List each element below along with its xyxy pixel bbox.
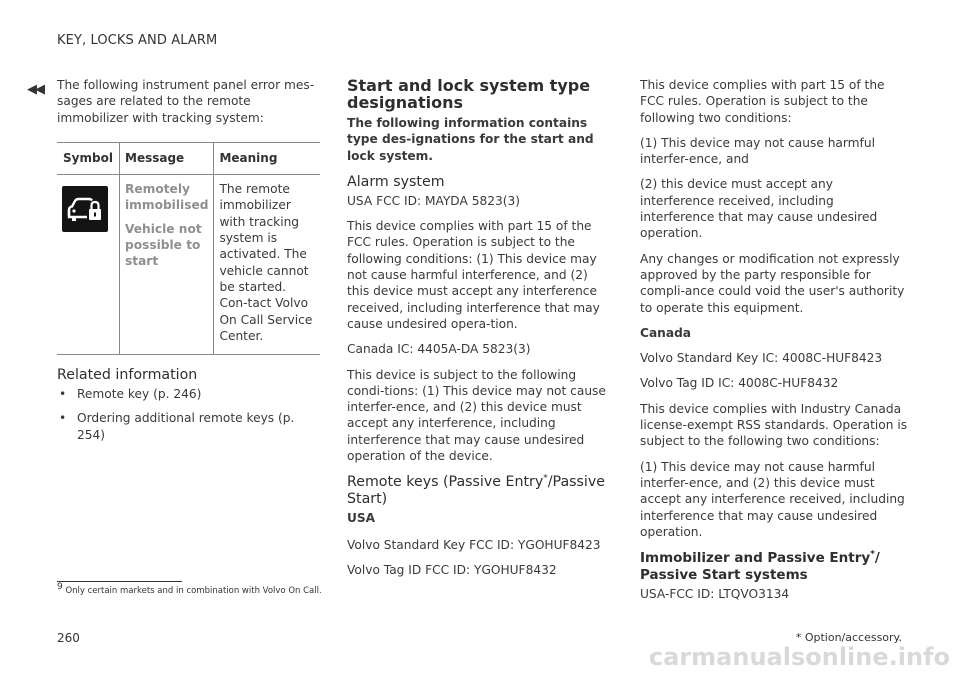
page-header: KEY, LOCKS AND ALARM <box>57 33 218 48</box>
condition-two: (2) this device must accept any interference received, including interference that may cause undesired operation. <box>640 177 878 241</box>
related-link-remote-key[interactable]: • Remote key (p. 246) <box>57 386 322 402</box>
canada-label: Canada <box>640 325 692 340</box>
remote-heading-b: /Passive Start) <box>347 474 605 508</box>
meaning-cell: The remote immobilizer with tracking system is activated. The vehicle cannot be started. Con-tact Volvo On Call Service Center. <box>214 175 320 355</box>
column-left <box>57 77 322 451</box>
remote-heading-a: Remote keys (Passive Entry <box>347 474 544 491</box>
message-remotely-immobilised: Remotely immobilised <box>125 182 209 213</box>
footnote <box>57 582 322 596</box>
header-meaning: Meaning <box>214 142 320 174</box>
footnote-number: 9 <box>57 582 63 593</box>
page-number: 260 <box>57 631 80 645</box>
related-list <box>57 386 322 443</box>
alarm-fcc-id: USA FCC ID: MAYDA 5823(3) <box>347 193 520 208</box>
symbol-cell <box>57 175 120 355</box>
canada-compliance-text: This device complies with Industry Canada license-exempt RSS standards. Operation is subject to the following two conditions: <box>640 401 908 449</box>
header-message: Message <box>120 142 214 174</box>
error-message-table <box>57 142 320 355</box>
intro-text: The following instrument panel error mes-sages are related to the remote immobilizer with tracking system: <box>57 78 315 125</box>
condition-one: (1) This device may not cause harmful interfer-ence, and <box>640 135 875 167</box>
column-middle <box>347 77 609 587</box>
usa-standard-key: Volvo Standard Key FCC ID: YGOHUF8423 <box>347 537 601 552</box>
column-right <box>640 77 908 611</box>
usa-label: USA <box>347 511 376 526</box>
remote-keys-heading <box>347 474 609 508</box>
immobilizer-heading <box>640 550 908 584</box>
table-row <box>57 175 320 355</box>
canada-conditions: (1) This device may not cause harmful interfer-ence, and (2) this device must accept any interference received, including interference that may cause undesired operation. <box>640 459 905 539</box>
back-marker-icon: ◀◀ <box>27 82 43 97</box>
section-lead: The following information contains type des-ignations for the start and lock system. <box>347 116 594 163</box>
alarm-canada-id: Canada IC: 4405A-DA 5823(3) <box>347 342 531 357</box>
modification-warning: Any changes or modification not expressly approved by the party responsible for compli-ance could void the user's authority to operate this equipment. <box>640 251 905 315</box>
related-link-ordering-keys[interactable]: • Ordering additional remote keys (p. 254) <box>57 410 322 443</box>
alarm-fcc-text: This device complies with part 15 of the FCC rules. Operation is subject to the following conditions: (1) This device may not cause harmful interference, and (2) this device must accept any interference received, including interference that may cause undesired opera-tion. <box>347 219 600 331</box>
message-cell <box>120 175 214 355</box>
watermark: carmanualsonline.info <box>648 643 950 671</box>
related-heading: Related information <box>57 367 198 384</box>
option-note: * Option/accessory. <box>795 631 902 644</box>
immobilizer-fcc-id: USA-FCC ID: LTQVO3134 <box>640 587 790 602</box>
option-star: * <box>870 549 875 560</box>
header-symbol: Symbol <box>57 142 120 174</box>
canada-tag-id: Volvo Tag ID IC: 4008C-HUF8432 <box>640 376 839 391</box>
immob-heading-b: / Passive Start systems <box>640 550 880 584</box>
usa-tag-id: Volvo Tag ID FCC ID: YGOHUF8432 <box>347 562 557 577</box>
canada-standard-key: Volvo Standard Key IC: 4008C-HUF8423 <box>640 351 883 366</box>
footnote-text: Only certain markets and in combination with Volvo On Call. <box>65 586 322 596</box>
car-padlock-icon <box>62 186 108 232</box>
immob-heading-a: Immobilizer and Passive Entry <box>640 550 871 567</box>
alarm-canada-text: This device is subject to the following condi-tions: (1) This device may not cause interfer-ence, and (2) this device must accept any interference, including interference that may cause undesired operation of the device. <box>347 367 606 464</box>
fcc-compliance-text: This device complies with part 15 of the FCC rules. Operation is subject to the following two conditions: <box>640 78 885 125</box>
message-vehicle-not-start: Vehicle not possible to start <box>125 222 202 269</box>
option-star: * <box>543 473 548 484</box>
alarm-heading: Alarm system <box>347 173 445 190</box>
footnote-divider <box>57 581 182 582</box>
section-title: Start and lock system type designations <box>347 76 591 112</box>
